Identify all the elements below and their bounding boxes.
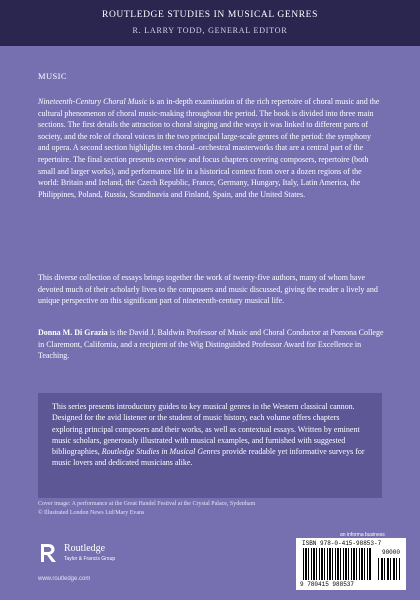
cover-image-credit [38,500,378,517]
publisher-name: Routledge [64,543,106,554]
publisher-website: www.routledge.com [38,576,91,582]
series-blurb-italic: Routledge Studies in Musical Genres [101,447,221,457]
price-barcode-bars [378,558,400,580]
credit-line-2: © Illustrated London News Ltd/Mary Evans [38,509,145,516]
subject-category: MUSIC [38,71,67,81]
publisher-group: Taylor & Francis Group [64,556,116,562]
series-blurb-text-b: provide readable yet informative surveys for music lovers and dedicated musicians alike. [52,447,365,468]
routledge-logo-icon [38,541,60,565]
editor-bio-text: is the David J. Baldwin Professor of Music and Choral Conductor at Pomona College in Claremont, California, and a recipient of the Wig Distinguished Professor Award for Excellence in Teaching. [38,328,384,361]
editor-name: Donna M. Di Grazia [38,328,108,337]
price-code: 90000 [381,549,400,556]
isbn-barcode [296,538,406,590]
informa-tagline: an informa business [340,532,385,538]
isbn-text: ISBN 978-0-415-98853-7 [302,540,382,547]
series-blurb-box [38,393,382,498]
series-editor: R. LARRY TODD, GENERAL EDITOR [132,26,288,35]
series-title: ROUTLEDGE STUDIES IN MUSICAL GENRES [102,10,318,20]
description-text: is an in-depth examination of the rich repertoire of choral music and the cultural phenomenon of choral music-making throughout the period. The book is divided into three main sections. The first details the attraction to choral singing and the ways it was linked to different parts of society, and the role of choral voices in the two principal large-scale genres of the period: the symphony and opera. A second section highlights ten choral–orchestral masterworks that are a central part of the repertoire. The final section presents overview and focus chapters covering composers, repertoire (both small and larger works), and performance life in a historical context from over a dozen regions of the world: Britain and Ireland, the Czech Republic, France, Germany, Hungary, Italy, Latin America, the Philippines, Poland, Russia, Scandinavia and Finland, Spain, and the United States. [38,97,380,199]
credit-line-1: Cover image: A performance at the Great Handel Festival at the Crystal Palace, Sydenham [38,501,256,507]
barcode-bars [303,548,371,580]
series-header-band [0,0,420,46]
editor-bio [38,327,384,362]
ean-digits: 9 780415 988537 [300,581,355,588]
book-title: Nineteenth-Century Choral Music [38,97,148,106]
series-blurb-text-a: This series presents introductory guides to key musical genres in the Western classical cannon. Designed for the avid listener or the student of music history, each volume offers chapters exploring principal composers and their works, as well as contextual essays. Written by eminent music scholars, generously illustrated with musical examples, and furnished with suggested bibliographies, [52,402,360,457]
book-description [38,96,384,200]
collection-paragraph: This diverse collection of essays brings together the work of twenty-five authors, many of whom have devoted much of their scholarly lives to the composers and music discussed, giving the reader a lively and unique perspective on this significant part of nineteenth-century musical life. [38,273,378,306]
